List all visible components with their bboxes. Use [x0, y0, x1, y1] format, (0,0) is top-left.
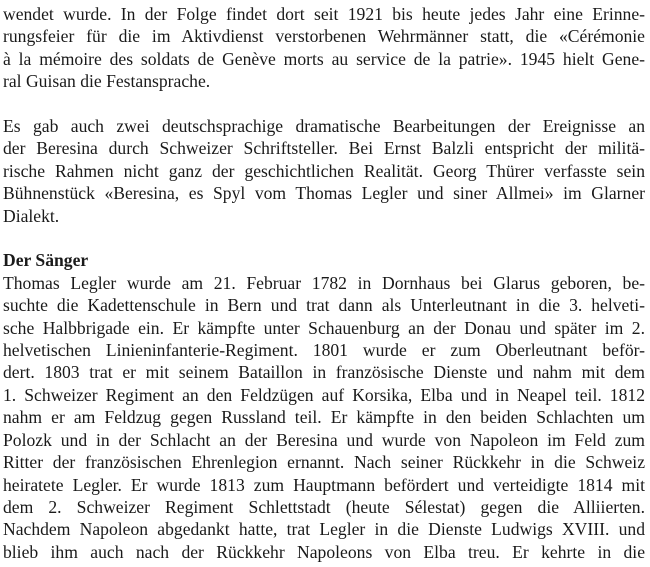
paragraph-dramatic-adaptations	[3, 115, 645, 227]
text-line: ral Guisan die Festansprache.	[3, 71, 211, 92]
text-line: Bühnenstück «Beresina, es Spyl vom Thomas Legler und siner Allmei» im Glarner	[3, 183, 645, 204]
text-line: nahm er am Feldzug gegen Russland teil. Er kämpfte in den beiden Schlachten um	[3, 407, 645, 428]
section-der-saenger	[3, 249, 645, 563]
text-line: Nachdem Napoleon abgedankt hatte, trat Legler in die Dienste Ludwigs XVIII. und	[3, 519, 645, 540]
text-line: wendet wurde. In der Folge findet dort seit 1921 bis heute jedes Jahr eine Erinne-	[3, 4, 645, 24]
text-line: 1. Schweizer Regiment an den Feldzügen auf Korsika, Elba und in Neapel teil. 1812	[3, 384, 645, 405]
document-page	[3, 3, 645, 563]
text-line: rungsfeier für die im Aktivdienst verstorbenen Wehrmänner statt, die «Cérémonie	[3, 26, 645, 47]
text-line: helvetischen Linieninfanterie-Regiment. 1801 wurde er zum Oberleutnant beför-	[3, 340, 645, 361]
text-line: dert. 1803 trat er mit seinem Bataillon in französische Dienste und nahm mit dem	[3, 362, 645, 383]
text-line: à la mémoire des soldats de Genève morts au service de la patrie». 1945 hielt Gene-	[3, 48, 645, 69]
text-line: Thomas Legler wurde am 21. Februar 1782 in Dornhaus bei Glarus geboren, be-	[3, 272, 645, 293]
text-line: sche Halbbrigade ein. Er kämpfte unter Schauenburg an der Donau und später im 2.	[3, 317, 645, 338]
text-line: Es gab auch zwei deutschsprachige dramatische Bearbeitungen der Ereignisse an	[3, 116, 645, 137]
text-line: dem 2. Schweizer Regiment Schlettstadt (heute Sélestat) gegen die Alliierten.	[3, 496, 645, 517]
text-line: Dialekt.	[3, 205, 60, 226]
text-line: der Beresina durch Schweizer Schriftsteller. Bei Ernst Balzli entspricht der militä-	[3, 138, 645, 159]
text-line: heiratete Legler. Er wurde 1813 zum Hauptmann befördert und verteidigte 1814 mit	[3, 474, 645, 495]
text-line: Polozk und in der Schlacht an der Beresina und wurde von Napoleon im Feld zum	[3, 429, 645, 450]
text-line: Ritter der französischen Ehrenlegion ernannt. Nach seiner Rückkehr in die Schweiz	[3, 452, 645, 473]
section-heading: Der Sänger	[3, 250, 89, 271]
text-line: blieb ihm auch nach der Rückkehr Napoleons von Elba treu. Er kehrte in die	[3, 541, 645, 562]
text-line: rische Rahmen nicht ganz der geschichtlichen Realität. Georg Thürer verfasste sein	[3, 160, 645, 181]
text-line: suchte die Kadettenschule in Bern und trat dann als Unterleutnant in die 3. helveti-	[3, 295, 645, 316]
paragraph-commemoration	[3, 3, 645, 93]
